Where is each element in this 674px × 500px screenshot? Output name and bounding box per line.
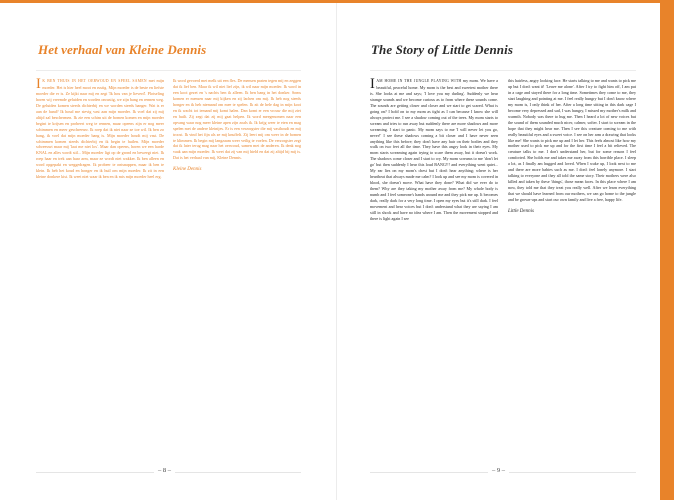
body-text: this hairless, angry looking face. He starts talking to me and wants to pick me up but I don't want it! 'Leave me alone'. After I try to fight him off, I am put in a cage and stayed there for a long time. Sometimes they come to me, they start laughing and pointing at me. I feel really hungry but I don't know where my mom is, I only think of her. After a long time sitting in this dark cage I become very depressed and sad, I was hungry, I missed my mother's milk and warmth. Nobody was there to hug me. Then I heard a lot of new voices but the sound of them sounded much nicer, calmer, softer. I start to scream in the hope that they might hear me. Then I see this creature coming to me with really beautiful eyes and a sweet voice. I see on her arm a drawing that looks like me! She wants to pick me up and I let her. This feels almost like how my mother used to pick me up and for the first time I feel a bit relieved. The creature talks to me. I don't understand her, but for some reason I feel comforted. She holds me and takes me away from this horrible place. I sleep a lot, as I finally am hugged and loved. When I wake up, I look next to me and there are more babies such as me. I don't feel lonely anymore. I start talking to everyone and they all told the same story. Their mothers were also killed and taken by these 'things', those mean faces. In this place where I am now, they told me that they treat you really well. After we learn everything that we should have learned from our mothers, we can go home to the jungle and be grown-ups and start our own family and live a free, happy life. [508, 78, 636, 203]
body-text: my mom. We have a beautiful, peaceful home. My mom is the best and sweetest mother there is. She looks at me and says; 'I love you my darling'. Suddenly we hear strange sounds and we become curious as to from where these sounds come. The sounds are getting closer and closer and we start to get scared. What is going on? I hold on to my mom as tight as I can because I know she will always protect me. I see a shadow coming out of the trees. My mom starts to scream and tries to run away but suddenly there are more shadows and more screaming. I start to panic. My mom says to me 'I will never let you go, never!' I see these shadows coming a bit closer and I have never seen anything like this before; they don't have any hair on their bodies and they walk on two feet all the time. They have this angry look in their eyes. My mom starts screaming again trying to scare them away, but it doesn't work. The shadows come closer and I start to cry. My mom screams to me 'don't let go' but then suddenly I hear this loud BANG!!! and everything went quiet... My ear lies on my mom's chest but I don't hear anything; where is her heartbeat that always made me calm? I look up and see my mom is covered in blood, she doesn't move. What have they done? What did we ever do to them? Why are they taking my mother away from me? My whole body is numb and I feel someone's hands around me and they pick me up. It becomes dark, really dark for a very long time. I open my eyes but it's still dark. I feel movement and hear voices but I don't understand what they are saying I am still in shock and have no idea where I am. Then the movement stopped and there is light again I see [370, 78, 498, 221]
page-title-dutch: Het verhaal van Kleine Dennis [38, 42, 207, 57]
top-accent-bar-right [337, 0, 660, 3]
paragraph [36, 78, 164, 180]
text-rule-right [370, 70, 636, 71]
drop-cap: I [370, 76, 375, 92]
drop-cap: I [36, 76, 41, 92]
text-column-english-2 [508, 78, 636, 215]
paragraph [370, 78, 498, 222]
text-column-english-1 [370, 78, 498, 222]
page-number-right: – 9 – [488, 467, 509, 474]
lead-in: K BEN THUIS IN HET OERWOUD EN SPEEL SAMEN [42, 79, 147, 83]
signature: Kleine Dennis [173, 167, 202, 173]
text-rule-left [36, 70, 301, 71]
body-text: Ik word gevoerd met melk uit een fles. De mensen praten tegen mij en zeggen dat ik lief ben. Maar ik wil niet lief zijn, ik wil naar mijn moeder. Ik word in een kooi gezet en 's nachts ben ik alleen. Ik ben bang in het donker. Soms komen er mensen naar mij kijken en zij lachen om mij. Ik heb nog steeds honger en ik heb niemand om mee te spelen. Ik zit de hele dag in mijn kooi en ik wacht tot iemand mij komt halen. Dan komt er een vrouw die mij ziet en huilt. Zij zegt dat zij mij gaat helpen. Ik word meegenomen naar een opvang waar nog meer kleine apen zijn zoals ik. Ik krijg weer te eten en mag spelen met de andere kleintjes. Er is een verzorgster die mij vasthoudt en mij troost. Ik vind het fijn als ze mij knuffelt. Zij leert mij om weer in de bomen te klimmen. Ik begin mij langzaam weer veilig te voelen. De verzorgster zegt dat ik later terug mag naar het oerwoud, samen met de anderen. Ik denk nog vaak aan mijn moeder. Ik weet dat zij van mij hield en dat zij altijd bij mij is. Dat is het verhaal van mij, Kleine Dennis. [173, 78, 301, 161]
top-accent-bar-left [0, 0, 337, 3]
lead-in: AM HOME IN THE JUNGLE PLAYING WITH [376, 79, 462, 83]
text-column-dutch-1 [36, 78, 164, 180]
page-title-english: The Story of Little Dennis [371, 42, 513, 57]
page-edge-tab [660, 0, 674, 500]
gutter-line [336, 0, 337, 500]
body-text: met mijn moeder. Het is hier heel mooi en rustig. Mijn moeder is de beste en liefste moeder die er is. Ze kijkt naar mij en zegt 'Ik hou van je lieverd'. Plotseling horen wij vreemde geluiden en worden onrustig, we zijn bang en rennen weg. De geluiden komen steeds dichterbij en we worden steeds banger. Wat is er aan de hand? Ik houd me stevig vast aan mijn moeder. Ik voel dat zij mij altijd zal beschermen. Ik zie een schim uit de bomen komen en mijn moeder begint te krijsen en probeert weg te rennen, maar opeens zijn er nog meer schimmen en meer geschreeuw. Ik roep dat ik niet naar ze toe wil. Ik ben zo bang, ik voel dat mijn moeder bang is. Mijn moeder houdt mij vast. De schimmen komen steeds dichterbij en ik begin te huilen. Mijn moeder schreeuwt maar mij 'laat me niet los'. Maar dan opeens, horen we een harde KNAL en alles wordt stil... Mijn moeder ligt op de grond en beweegt niet. Ik roep haar en trek aan haar arm, maar ze wordt niet wakker. Ik ben alleen en word opgepakt en weggedragen. Ik probeer te ontsnappen, maar ik ben te klein. Ik heb het koud en honger en ik huil om mijn moeder. Ik zit in een kleine donkere kist. Ik weet niet waar ik ben en ik mis mijn moeder heel erg. [36, 78, 164, 180]
signature: Little Dennis [508, 209, 534, 215]
text-column-dutch-2 [173, 78, 301, 173]
page-number-left: – 8 – [154, 467, 175, 474]
right-page [337, 0, 674, 500]
